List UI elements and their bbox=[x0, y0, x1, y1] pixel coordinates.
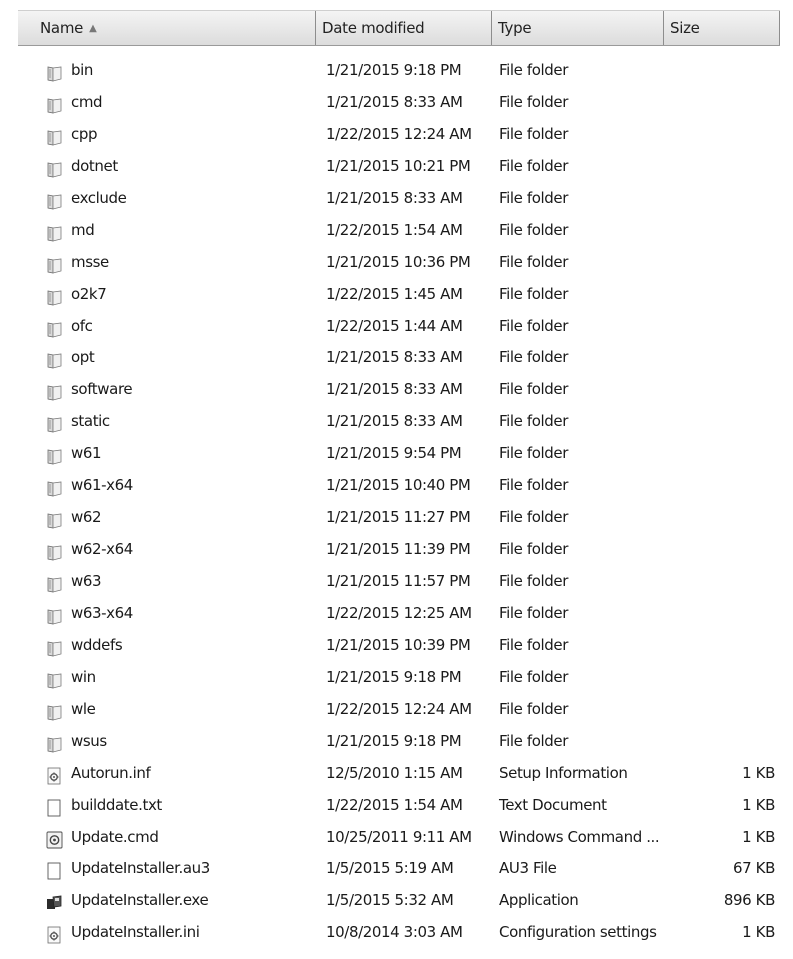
file-row[interactable] bbox=[0, 757, 793, 789]
column-header-name-label: Name bbox=[40, 19, 84, 37]
file-name: w61-x64 bbox=[71, 476, 133, 495]
file-row[interactable] bbox=[0, 469, 793, 501]
folder-icon bbox=[45, 285, 64, 303]
folder-icon bbox=[45, 348, 64, 366]
file-date-modified: 1/22/2015 1:54 AM bbox=[326, 795, 463, 814]
file-type: File folder bbox=[499, 603, 569, 622]
folder-icon bbox=[45, 253, 64, 271]
file-type: Configuration settings bbox=[499, 923, 657, 942]
folder-icon bbox=[45, 476, 64, 494]
file-type: Windows Command ... bbox=[499, 827, 660, 846]
file-row[interactable] bbox=[0, 821, 793, 853]
column-header-size[interactable] bbox=[664, 11, 780, 45]
folder-icon bbox=[45, 93, 64, 111]
settings-file-icon bbox=[45, 764, 64, 782]
file-date-modified: 1/21/2015 11:57 PM bbox=[326, 572, 471, 590]
file-type: File folder bbox=[499, 444, 569, 463]
file-type: File folder bbox=[499, 540, 569, 559]
file-name: exclude bbox=[71, 188, 127, 207]
folder-icon bbox=[45, 700, 64, 718]
file-row[interactable] bbox=[0, 597, 793, 629]
file-date-modified: 1/21/2015 10:39 PM bbox=[326, 635, 471, 654]
file-date-modified: 1/21/2015 8:33 AM bbox=[326, 380, 463, 399]
file-name: md bbox=[71, 220, 95, 239]
file-row[interactable] bbox=[0, 54, 793, 86]
file-type: Application bbox=[499, 891, 579, 910]
file-date-modified: 1/22/2015 1:44 AM bbox=[326, 316, 463, 335]
file-type: File folder bbox=[499, 124, 569, 143]
file-name: w63 bbox=[71, 572, 102, 590]
file-name: static bbox=[71, 412, 110, 431]
file-type: File folder bbox=[499, 635, 569, 654]
file-date-modified: 1/21/2015 9:18 PM bbox=[326, 61, 462, 79]
file-date-modified: 1/21/2015 11:27 PM bbox=[326, 508, 471, 527]
folder-icon bbox=[45, 604, 64, 622]
file-name: wsus bbox=[71, 731, 107, 750]
column-header-size-label: Size bbox=[670, 19, 700, 37]
file-type: File folder bbox=[499, 316, 569, 335]
file-name: Autorun.inf bbox=[71, 763, 151, 782]
file-row[interactable] bbox=[0, 693, 793, 725]
file-row[interactable] bbox=[0, 373, 793, 405]
file-name: Update.cmd bbox=[71, 827, 159, 846]
file-date-modified: 1/22/2015 12:25 AM bbox=[326, 603, 472, 622]
folder-icon bbox=[45, 412, 64, 430]
file-name: ofc bbox=[71, 316, 93, 335]
file-date-modified: 1/21/2015 8:33 AM bbox=[326, 92, 463, 111]
file-size: 1 KB bbox=[742, 763, 775, 782]
file-row[interactable] bbox=[0, 341, 793, 373]
file-row[interactable] bbox=[0, 246, 793, 278]
folder-icon bbox=[45, 636, 64, 654]
file-name: wddefs bbox=[71, 635, 123, 654]
file-type: File folder bbox=[499, 92, 569, 111]
folder-icon bbox=[45, 61, 64, 79]
file-date-modified: 1/22/2015 1:45 AM bbox=[326, 284, 463, 303]
file-row[interactable] bbox=[0, 214, 793, 246]
folder-icon bbox=[45, 732, 64, 750]
file-name: opt bbox=[71, 348, 95, 367]
file-row[interactable] bbox=[0, 789, 793, 821]
file-name: wle bbox=[71, 699, 96, 718]
column-header-name[interactable] bbox=[18, 11, 316, 45]
file-date-modified: 1/21/2015 11:39 PM bbox=[326, 540, 471, 559]
file-type: File folder bbox=[499, 188, 569, 207]
folder-icon bbox=[45, 221, 64, 239]
file-type: File folder bbox=[499, 61, 569, 79]
file-name: msse bbox=[71, 252, 109, 271]
folder-icon bbox=[45, 157, 64, 175]
file-name: cmd bbox=[71, 92, 103, 111]
file-row[interactable] bbox=[0, 852, 793, 884]
sort-ascending-icon: ▲ bbox=[89, 23, 97, 34]
file-date-modified: 10/25/2011 9:11 AM bbox=[326, 827, 472, 846]
file-type: Setup Information bbox=[499, 763, 628, 782]
file-type: File folder bbox=[499, 731, 569, 750]
file-row[interactable] bbox=[0, 118, 793, 150]
file-date-modified: 1/22/2015 12:24 AM bbox=[326, 124, 472, 143]
file-name: w62 bbox=[71, 508, 102, 527]
file-row[interactable] bbox=[0, 405, 793, 437]
file-name: cpp bbox=[71, 124, 98, 143]
file-name: w61 bbox=[71, 444, 102, 463]
file-row[interactable] bbox=[0, 916, 793, 948]
command-file-icon bbox=[45, 828, 64, 846]
file-row[interactable] bbox=[0, 437, 793, 469]
file-type: File folder bbox=[499, 220, 569, 239]
file-type: File folder bbox=[499, 156, 569, 175]
blank-file-icon bbox=[45, 859, 64, 877]
file-type: File folder bbox=[499, 348, 569, 367]
file-date-modified: 1/21/2015 10:40 PM bbox=[326, 476, 471, 495]
folder-icon bbox=[45, 668, 64, 686]
file-row[interactable] bbox=[0, 565, 793, 597]
file-type: File folder bbox=[499, 699, 569, 718]
file-name: UpdateInstaller.au3 bbox=[71, 859, 210, 878]
file-type: AU3 File bbox=[499, 859, 557, 878]
file-date-modified: 1/21/2015 10:36 PM bbox=[326, 252, 471, 271]
file-date-modified: 1/21/2015 8:33 AM bbox=[326, 348, 463, 367]
file-name: software bbox=[71, 380, 133, 399]
file-date-modified: 1/21/2015 9:18 PM bbox=[326, 731, 462, 750]
folder-icon bbox=[45, 189, 64, 207]
file-date-modified: 1/21/2015 8:33 AM bbox=[326, 188, 463, 207]
file-type: File folder bbox=[499, 667, 569, 686]
file-size: 1 KB bbox=[742, 923, 775, 942]
column-header-type[interactable] bbox=[492, 11, 664, 45]
column-header-bar bbox=[18, 10, 780, 46]
file-type: File folder bbox=[499, 380, 569, 399]
file-name: win bbox=[71, 667, 96, 686]
file-type: File folder bbox=[499, 284, 569, 303]
settings-file-icon bbox=[45, 923, 64, 941]
file-date-modified: 1/21/2015 10:21 PM bbox=[326, 156, 471, 175]
file-date-modified: 1/5/2015 5:19 AM bbox=[326, 859, 454, 878]
file-date-modified: 1/22/2015 1:54 AM bbox=[326, 220, 463, 239]
file-type: File folder bbox=[499, 476, 569, 495]
file-type: Text Document bbox=[499, 795, 607, 814]
file-size: 1 KB bbox=[742, 795, 775, 814]
file-date-modified: 1/21/2015 8:33 AM bbox=[326, 412, 463, 431]
file-row[interactable] bbox=[0, 182, 793, 214]
application-icon bbox=[45, 891, 64, 909]
file-name: UpdateInstaller.exe bbox=[71, 891, 209, 910]
file-row[interactable] bbox=[0, 310, 793, 342]
file-size: 1 KB bbox=[742, 827, 775, 846]
file-date-modified: 12/5/2010 1:15 AM bbox=[326, 763, 463, 782]
column-header-date-label: Date modified bbox=[322, 19, 425, 37]
file-row[interactable] bbox=[0, 278, 793, 310]
folder-icon bbox=[45, 444, 64, 462]
file-type: File folder bbox=[499, 252, 569, 271]
file-name: bin bbox=[71, 61, 93, 79]
file-name: builddate.txt bbox=[71, 795, 162, 814]
text-file-icon bbox=[45, 796, 64, 814]
file-size: 67 KB bbox=[733, 859, 775, 878]
file-row[interactable] bbox=[0, 150, 793, 182]
file-row[interactable] bbox=[0, 533, 793, 565]
file-size: 896 KB bbox=[723, 891, 775, 910]
folder-icon bbox=[45, 508, 64, 526]
folder-icon bbox=[45, 572, 64, 590]
folder-icon bbox=[45, 125, 64, 143]
column-header-date-modified[interactable] bbox=[316, 11, 492, 45]
file-row[interactable] bbox=[0, 629, 793, 661]
folder-icon bbox=[45, 540, 64, 558]
file-name: w62-x64 bbox=[71, 540, 133, 559]
file-date-modified: 10/8/2014 3:03 AM bbox=[326, 923, 463, 942]
file-type: File folder bbox=[499, 412, 569, 431]
file-date-modified: 1/21/2015 9:18 PM bbox=[326, 667, 462, 686]
file-date-modified: 1/21/2015 9:54 PM bbox=[326, 444, 462, 463]
file-type: File folder bbox=[499, 572, 569, 590]
file-row[interactable] bbox=[0, 725, 793, 757]
file-row[interactable] bbox=[0, 884, 793, 916]
file-date-modified: 1/22/2015 12:24 AM bbox=[326, 699, 472, 718]
file-list bbox=[0, 54, 793, 948]
file-name: o2k7 bbox=[71, 284, 107, 303]
column-header-type-label: Type bbox=[498, 19, 532, 37]
folder-icon bbox=[45, 380, 64, 398]
file-name: UpdateInstaller.ini bbox=[71, 923, 200, 942]
file-name: w63-x64 bbox=[71, 603, 133, 622]
file-row[interactable] bbox=[0, 501, 793, 533]
file-row[interactable] bbox=[0, 661, 793, 693]
folder-icon bbox=[45, 317, 64, 335]
file-type: File folder bbox=[499, 508, 569, 527]
file-row[interactable] bbox=[0, 86, 793, 118]
file-name: dotnet bbox=[71, 156, 118, 175]
file-date-modified: 1/5/2015 5:32 AM bbox=[326, 891, 454, 910]
